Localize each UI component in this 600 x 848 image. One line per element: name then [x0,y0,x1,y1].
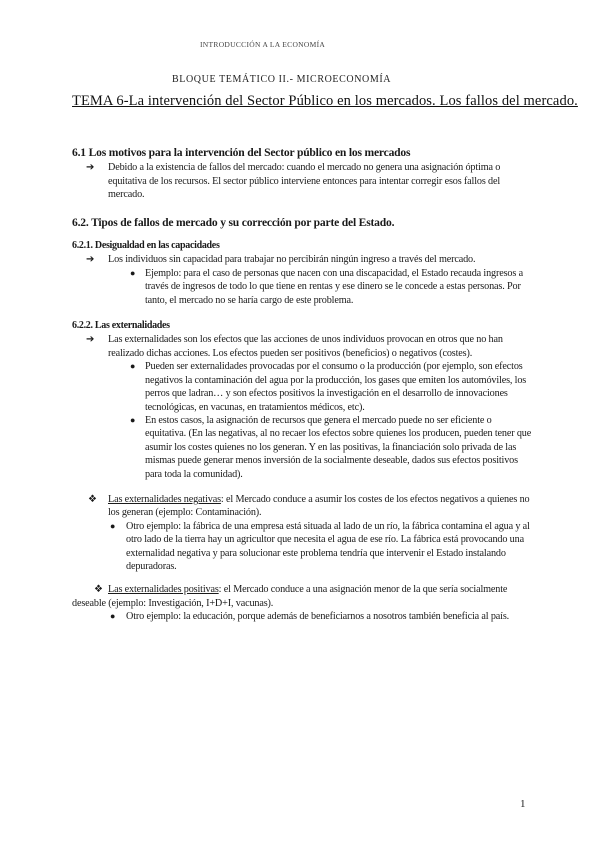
section-6-2-heading: 6.2. Tipos de fallos de mercado y su corrección por parte del Estado. [72,215,395,229]
bullet-icon: ● [130,361,136,372]
negativas-bullet-text: Otro ejemplo: la fábrica de una empresa está situada al lado de un río, la fábrica contamina el agua y al otro lado de la tierra hay un agricultor que necesita el agua de ese río. La fábrica está provocando una externalidad negativa y para solucionar este problema tendría que intervenir el Estado instalando depuradoras. [126,520,530,572]
negativas-label: Las externalidades negativas [108,493,221,505]
positivas-item [72,583,532,610]
section-6-2-2-point [72,333,532,360]
negativas-text: : el Mercado conduce a asumir los costes de los efectos negativos a quienes no los generan (ejemplo: Contaminación). [108,493,530,519]
bullet-icon: ● [130,267,136,278]
positivas-text: : el Mercado conduce a una asignación menor de la que sería socialmente deseable (ejemplo: Investigación, I+D+I, vacunas). [72,584,508,609]
section-6-1-text: Debido a la existencia de fallos del mercado: cuando el mercado no genera una asignación óptima o equitativa de los recursos. El sector público interviene entonces para intentar corregir esos fallos del mercado. [108,162,501,201]
diamond-icon: ❖ [94,584,103,596]
section-6-2-2-bullet-1 [72,360,532,414]
arrow-icon: ➔ [86,254,95,266]
positivas-bullet [72,610,532,623]
section-6-2-2-bullet-2 [72,414,532,481]
positivas-label: Las externalidades positivas [108,584,219,596]
section-6-2-2-text: Las externalidades son los efectos que las acciones de unos individuos provocan en otros que no han realizado dichas acciones. Los efectos pueden ser positivos (beneficios) o negativos (costes). [108,334,503,359]
section-6-2-1-point [72,253,532,266]
block-title: BLOQUE TEMÁTICO II.- MICROECONOMÍA [172,74,392,85]
section-6-1-heading: 6.1 Los motivos para la intervención del Sector público en los mercados [72,146,411,159]
section-6-2-1-bullet [72,267,532,307]
section-6-1-point [72,161,532,201]
negativas-item [72,493,532,520]
arrow-icon: ➔ [86,162,95,174]
section-6-2-1-bullet-text: Ejemplo: para el caso de personas que nacen con una discapacidad, el Estado recauda ingresos a través de ingresos de todo lo que tiene en rentas y ese dinero se le concede a estas personas. Por tanto, el mercado no se haría cargo de este problema. [145,267,523,306]
page-number: 1 [520,798,526,810]
section-6-2-1-heading: 6.2.1. Desigualdad en las capacidades [72,240,220,252]
bullet-icon: ● [110,611,116,622]
section-6-2-1-text: Los individuos sin capacidad para trabajar no percibirán ningún ingreso a través del mercado. [108,254,476,266]
arrow-icon: ➔ [86,334,95,346]
course-header: INTRODUCCIÓN A LA ECONOMÍA [200,40,326,49]
tema-title: TEMA 6-La intervención del Sector Público en los mercados. Los fallos del mercado. [72,93,578,109]
bullet-icon: ● [110,520,116,531]
negativas-bullet [72,520,532,574]
section-6-2-2-heading: 6.2.2. Las externalidades [72,320,170,332]
bullet-icon: ● [130,414,136,425]
positivas-bullet-text: Otro ejemplo: la educación, porque además de beneficiarnos a nosotros también beneficia al país. [126,611,510,623]
section-6-2-2-bullet-2-text: En estos casos, la asignación de recursos que genera el mercado puede no ser eficiente o equitativa. (En las negativas, al no recaer los efectos sobre quienes los producen, pueden tener que asumir los costes quienes no los generan. Y en las positivas, la financiación solo privada de las mismas puede generar menos inversión de la socialmente deseable, dados sus efectos positivos para toda la comunidad). [145,414,532,480]
document-body [72,146,532,624]
diamond-icon: ❖ [88,493,97,505]
section-6-2-2-bullet-1-text: Pueden ser externalidades provocadas por el consumo o la producción (por ejemplo, son efectos negativos la contaminación del agua por la producción, los gases que emiten los automóviles, los perros que ladran… y son efectos positivos la investigación en el desarrollo de innovaciones tecnológicas, en vacunas, en tratamientos médicos, etc). [145,361,527,413]
